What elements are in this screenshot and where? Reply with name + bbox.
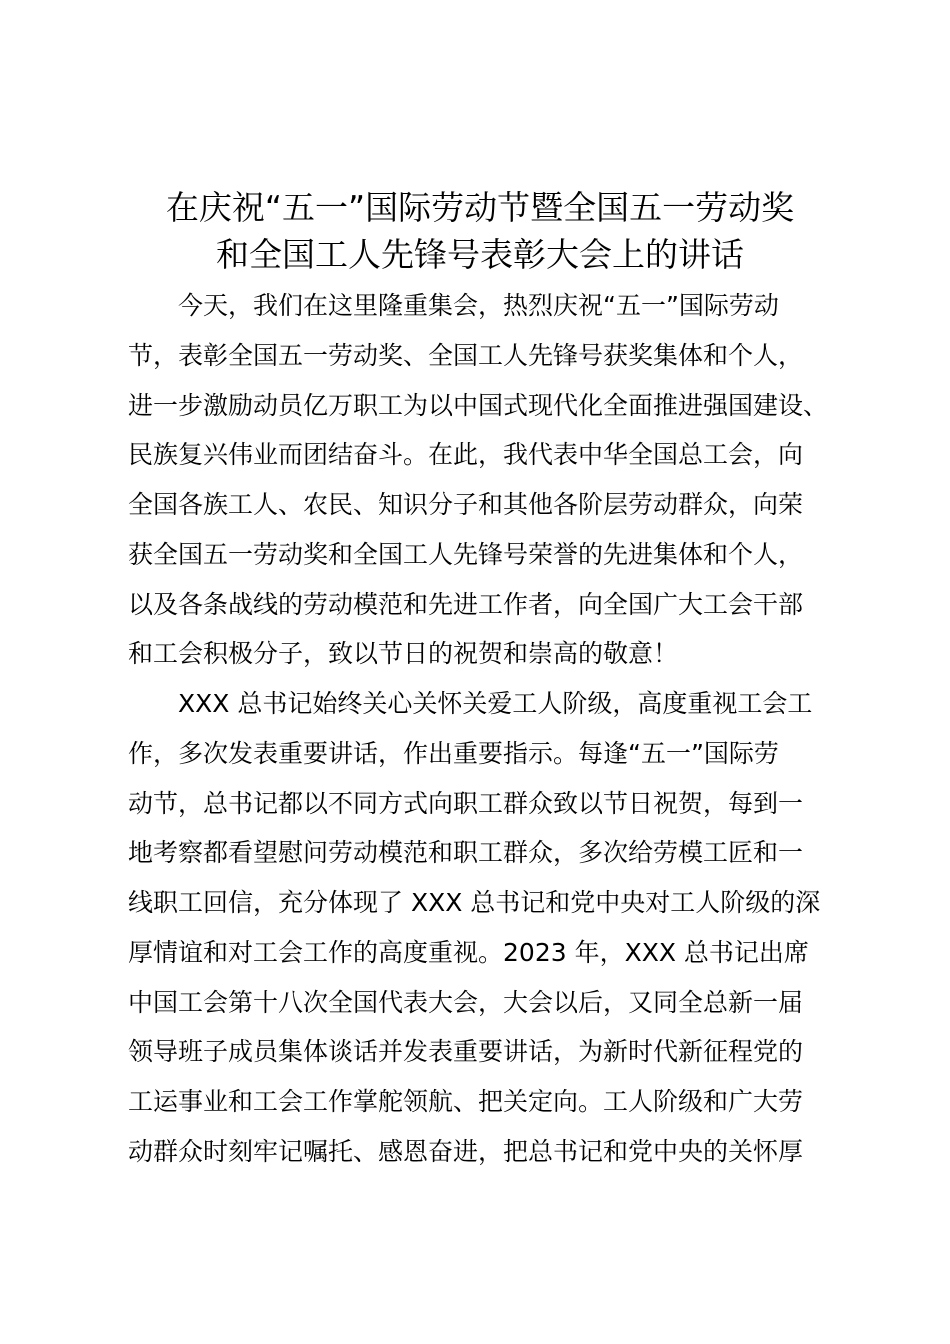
paragraph-2-line: 领导班子成员集体谈话并发表重要讲话，为新时代新征程党的 (128, 1037, 804, 1066)
paragraph-1-line: 全国各族工人、农民、知识分子和其他各阶层劳动群众，向荣 (128, 490, 804, 519)
paragraph-2-line: 厚情谊和对工会工作的高度重视。2023 年，XXX 总书记出席 (128, 938, 809, 967)
paragraph-1-line: 节，表彰全国五一劳动奖、全国工人先锋号获奖集体和个人， (128, 341, 804, 370)
paragraph-1-line: 获全国五一劳动奖和全国工人先锋号荣誉的先进集体和个人， (128, 540, 804, 569)
paragraph-2-line: 中国工会第十八次全国代表大会，大会以后，又同全总新一届 (128, 988, 804, 1017)
paragraph-1-line: 以及各条战线的劳动模范和先进工作者，向全国广大工会干部 (128, 590, 804, 619)
document-title-line-2: 和全国工人先锋号表彰大会上的讲话 (216, 235, 744, 274)
paragraph-1-line: 和工会积极分子，致以节日的祝贺和崇高的敬意！ (128, 639, 679, 668)
paragraph-1-line: 今天，我们在这里隆重集会，热烈庆祝“五一”国际劳动 (178, 291, 779, 320)
paragraph-1-line: 民族复兴伟业而团结奋斗。在此，我代表中华全国总工会，向 (128, 440, 804, 469)
paragraph-1-line: 进一步激励动员亿万职工为以中国式现代化全面推进强国建设、 (128, 391, 829, 420)
document-title-line-1: 在庆祝“五一”国际劳动节暨全国五一劳动奖 (165, 188, 795, 227)
paragraph-2-line: 动节，总书记都以不同方式向职工群众致以节日祝贺，每到一 (128, 789, 804, 818)
paragraph-2-line: 动群众时刻牢记嘱托、感恩奋进，把总书记和党中央的关怀厚 (128, 1137, 804, 1166)
paragraph-2-line: 作，多次发表重要讲话，作出重要指示。每逢“五一”国际劳 (128, 739, 779, 768)
paragraph-2-line: XXX 总书记始终关心关怀关爱工人阶级，高度重视工会工 (178, 689, 813, 718)
paragraph-2-line: 线职工回信，充分体现了 XXX 总书记和党中央对工人阶级的深 (128, 888, 821, 917)
paragraph-2-line: 地考察都看望慰问劳动模范和职工群众，多次给劳模工匠和一 (128, 838, 804, 867)
paragraph-2-line: 工运事业和工会工作掌舵领航、把关定向。工人阶级和广大劳 (128, 1087, 804, 1116)
